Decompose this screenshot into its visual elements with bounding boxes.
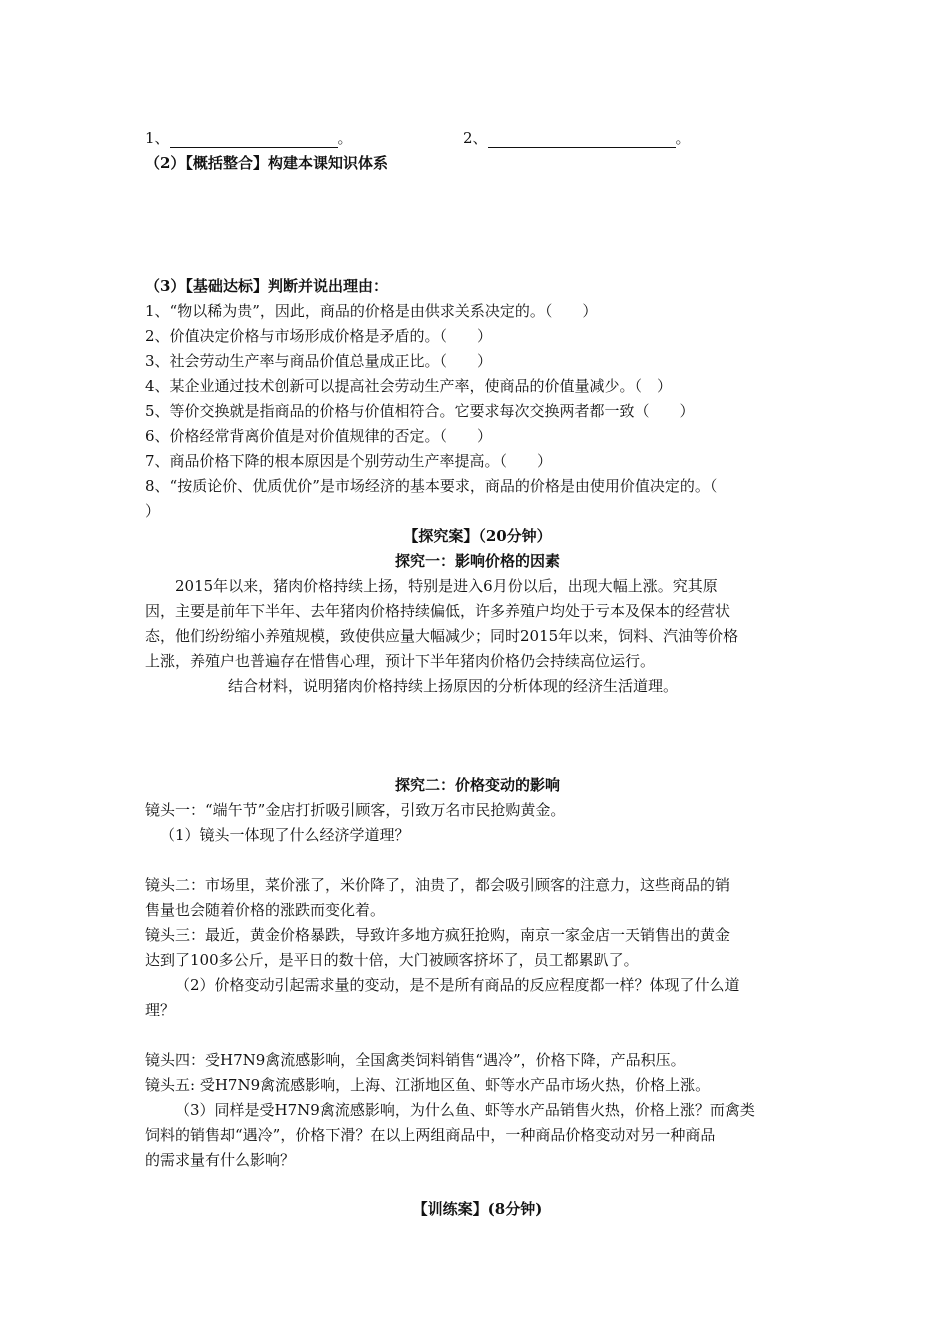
shot-1: 镜头一：“端午节”金店打折吸引顾客，引致万名市民抢购黄金。 <box>145 801 566 819</box>
judge-item-5: 5、等价交换就是指商品的价格与价值相符合。它要求每次交换两者都一致（ ） <box>145 402 695 420</box>
question-3-line: 饲料的销售却“遇冷”，价格下滑？在以上两组商品中，一种商品价格变动对另一种商品 <box>145 1126 716 1144</box>
judge-item-4: 4、某企业通过技术创新可以提高社会劳动生产率，使商品的价值量减少。（ ） <box>145 377 673 395</box>
shot-2-line: 镜头二：市场里，菜价涨了，米价降了，油贵了，都会吸引顾客的注意力，这些商品的销 <box>145 876 731 894</box>
judge-item-8: 8、“按质论价、优质优价”是市场经济的基本要求，商品的价格是由使用价值决定的。（ <box>145 477 718 495</box>
question-1: （1）镜头一体现了什么经济学道理？ <box>160 826 410 844</box>
training-title: 【训练案】(8分钟) <box>412 1200 543 1218</box>
judge-item-1: 1、“物以稀为贵”，因此，商品的价格是由供求关系决定的。（ ） <box>145 302 598 320</box>
judge-item-8-cont: ） <box>145 502 161 520</box>
inquiry-title: 【探究案】（20分钟） <box>403 527 552 545</box>
summary-heading: （2）【概括整合】构建本课知识体系 <box>145 154 388 172</box>
inquiry-one-para-line: 2015年以来，猪肉价格持续上扬，特别是进入6月份以后，出现大幅上涨。究其原 <box>175 577 718 595</box>
question-2-line: 理？ <box>145 1001 176 1019</box>
blank-1-label: 1、 <box>145 129 170 147</box>
blank-2-end: 。 <box>675 129 691 147</box>
blank-1-line[interactable] <box>170 131 338 148</box>
inquiry-one-para-line: 态，他们纷纷缩小养殖规模，致使供应量大幅减少；同时2015年以来，饲料、汽油等价格 <box>145 627 739 645</box>
blank-row <box>145 128 810 148</box>
shot-3-line: 达到了100多公斤，是平日的数十倍，大门被顾客挤坏了，员工都累趴了。 <box>145 951 639 969</box>
judge-item-6: 6、价格经常背离价值是对价值规律的否定。（ ） <box>145 427 493 445</box>
inquiry-one-para-line: 上涨，养殖户也普遍存在惜售心理，预计下半年猪肉价格仍会持续高位运行。 <box>145 652 656 670</box>
question-3-line: 的需求量有什么影响？ <box>145 1151 296 1169</box>
basic-heading: （3）【基础达标】判断并说出理由： <box>145 277 388 295</box>
blank-2-label: 2、 <box>463 129 488 147</box>
inquiry-one-para-line: 因，主要是前年下半年、去年猪肉价格持续偏低，许多养殖户均处于亏本及保本的经营状 <box>145 602 731 620</box>
blank-2-line[interactable] <box>488 131 676 148</box>
judge-item-7: 7、商品价格下降的根本原因是个别劳动生产率提高。（ ） <box>145 452 553 470</box>
judge-item-2: 2、价值决定价格与市场形成价格是矛盾的。（ ） <box>145 327 493 345</box>
shot-3-line: 镜头三：最近，黄金价格暴跌，导致许多地方疯狂抢购，南京一家金店一天销售出的黄金 <box>145 926 731 944</box>
inquiry-two-title: 探究二：价格变动的影响 <box>394 776 560 794</box>
judge-item-3: 3、社会劳动生产率与商品价值总量成正比。（ ） <box>145 352 493 370</box>
question-3-line: （3）同样是受H7N9禽流感影响，为什么鱼、虾等水产品销售火热，价格上涨？而禽类 <box>175 1101 755 1119</box>
inquiry-one-question: 结合材料，说明猪肉价格持续上扬原因的分析体现的经济生活道理。 <box>228 677 679 695</box>
question-2-line: （2）价格变动引起需求量的变动，是不是所有商品的反应程度都一样？体现了什么道 <box>175 976 740 994</box>
shot-5: 镜头五: 受H7N9禽流感影响，上海、江浙地区鱼、虾等水产品市场火热，价格上涨。 <box>145 1076 711 1094</box>
blank-2-group <box>463 128 691 148</box>
shot-2-line: 售量也会随着价格的涨跌而变化着。 <box>145 901 386 919</box>
inquiry-one-title: 探究一：影响价格的因素 <box>394 552 560 570</box>
blank-1-end: 。 <box>337 129 353 147</box>
shot-4: 镜头四：受H7N9禽流感影响，全国禽类饲料销售“遇冷”，价格下降，产品积压。 <box>145 1051 686 1069</box>
